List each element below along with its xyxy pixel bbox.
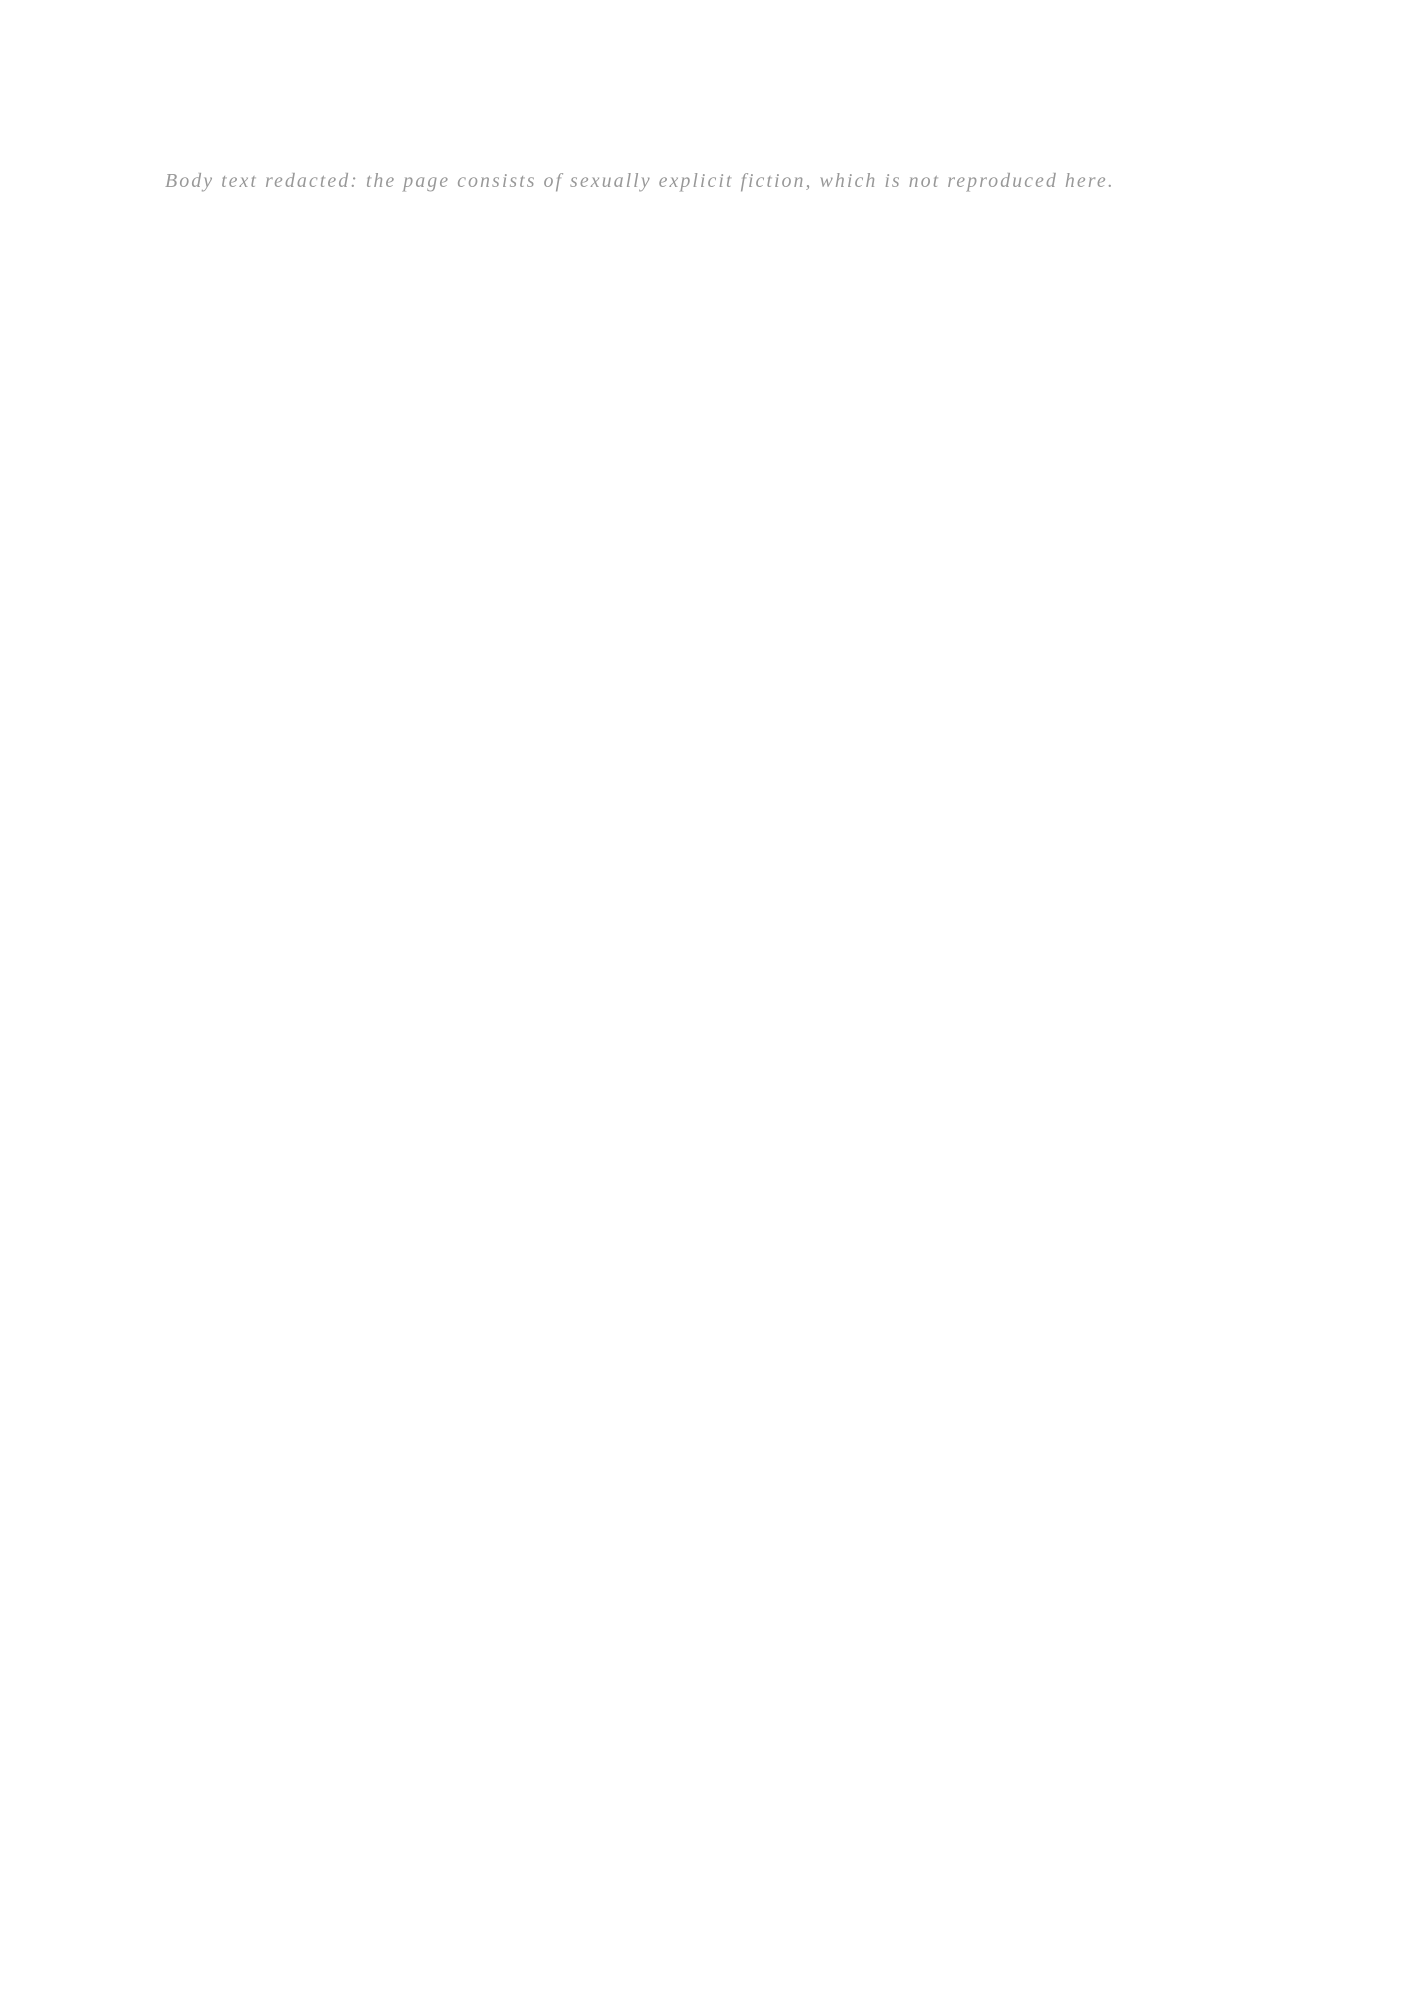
document-page [0,0,1415,362]
redacted-body-text: Body text redacted: the page consists of sexually explicit fiction, which is not reproduced here. [165,170,1115,192]
